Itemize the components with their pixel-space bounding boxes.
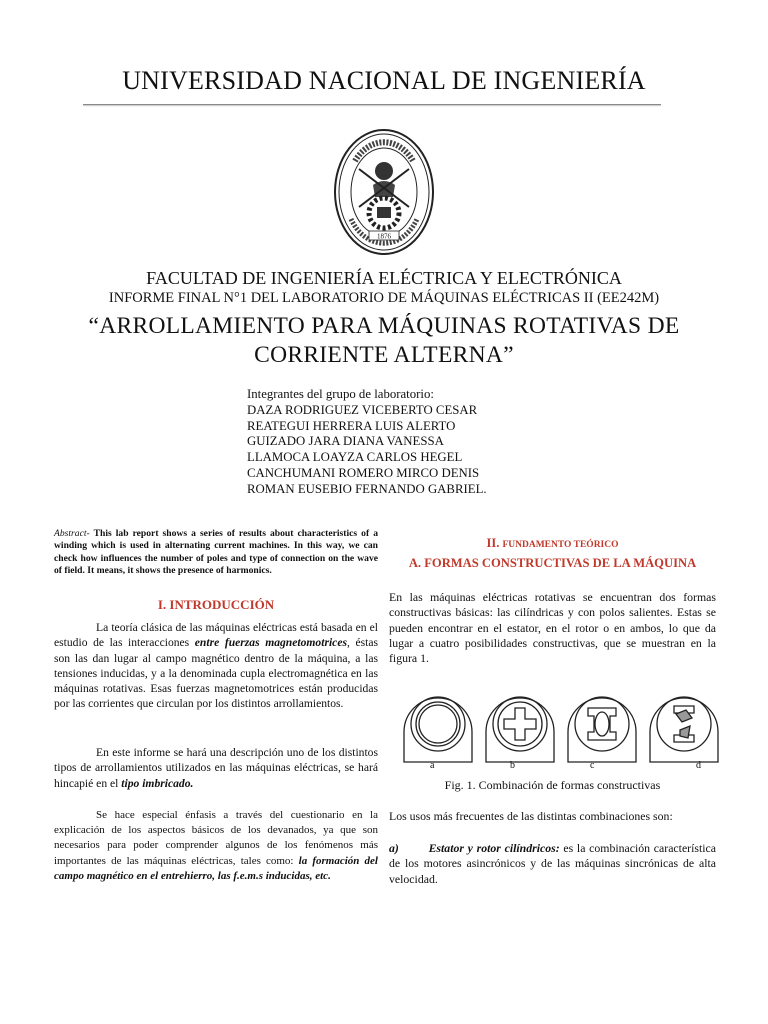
- item-marker: a): [389, 841, 399, 855]
- abstract-label: Abstract-: [54, 528, 90, 539]
- project-title-line-2: CORRIENTE ALTERNA”: [254, 342, 514, 368]
- subsection-heading-forms: A. FORMAS CONSTRUCTIVAS DE LA MÁQUINA: [408, 556, 697, 570]
- section-number: II.: [486, 536, 503, 550]
- intro-paragraph-1: [54, 620, 378, 712]
- member-name: CANCHUMANI ROMERO MIRCO DENIS: [247, 465, 480, 480]
- figure-1-machine-forms: [398, 684, 724, 764]
- machine-diagram-c: [568, 697, 636, 762]
- figure-label: a: [430, 760, 435, 771]
- member-name: LLAMOCA LOAYZA CARLOS HEGEL: [247, 450, 463, 465]
- text-run: , éstas son las dan lugar al campo magnético dentro de la máquina, a las tensiones inducidas, y a la denominada cupla electromagnética en las máquinas rotativas. Esas fuerzas magnetomotrices están producidas por las corrientes que circulan por los distintos arrollamientos.: [54, 636, 379, 711]
- report-title: INFORME FINAL N°1 DEL LABORATORIO DE MÁQUINAS ELÉCTRICAS II (EE242M): [108, 290, 660, 306]
- intro-paragraph-2: [54, 745, 378, 791]
- machine-diagram-a: [404, 697, 472, 762]
- faculty-name: FACULTAD DE INGENIERÍA ELÉCTRICA Y ELECTRÓNICA: [146, 268, 622, 288]
- machine-diagram-d: [650, 697, 718, 762]
- section-heading-introduction: I. INTRODUCCIÓN: [157, 597, 275, 612]
- emphasis-text: tipo imbricado.: [121, 776, 194, 790]
- member-name: ROMAN EUSEBIO FERNANDO GABRIEL.: [247, 481, 487, 496]
- section-heading-theory: [389, 536, 716, 551]
- member-name: REATEGUI HERRERA LUIS ALERTO: [247, 418, 456, 433]
- figure-label: c: [590, 760, 595, 771]
- university-title: UNIVERSIDAD NACIONAL DE INGENIERÍA: [122, 66, 646, 95]
- member-name: DAZA RODRIGUEZ VICEBERTO CESAR: [247, 402, 478, 417]
- figure-label: d: [696, 760, 701, 771]
- text-run: La teoría clásica de las máquinas eléctricas está basada en el estudio de las interacciones: [54, 621, 378, 650]
- members-label: Integrantes del grupo de laboratorio:: [247, 387, 434, 401]
- university-seal-logo: [333, 127, 435, 257]
- header-divider: [83, 104, 661, 105]
- member-name: GUIZADO JARA DIANA VANESSA: [247, 434, 444, 449]
- emphasis-text: entre fuerzas magnetomotrices: [194, 636, 347, 650]
- machine-diagram-b: [486, 697, 554, 762]
- theory-item-a: [389, 841, 716, 887]
- item-text: es la combinación característica de los motores asincrónicos y de las máquinas sincrónicas de alta velocidad.: [389, 841, 717, 886]
- text-run: Se hace especial énfasis a través del cuestionario en la explicación de los aspectos básicos de los devanados, ya que son necesarios para poder comprender algunos de los fenómenos más importantes de las máquinas eléctricas, tales como:: [54, 809, 378, 867]
- text-run: En este informe se hará una descripción uno de los distintos tipos de arrollamientos utilizados en las máquinas eléctricas, se hará hincapié en el: [54, 746, 378, 790]
- item-label: Estator y rotor cilíndricos:: [428, 841, 560, 855]
- figure-label: b: [510, 760, 515, 771]
- abstract-text: This lab report shows a series of results about characteristics of a winding which is used in alternating current machines. In this way, we can check how influences the number of poles and type of connection on the wave of field. It means, it shows the presence of harmonics.: [54, 528, 378, 576]
- members-list: [247, 387, 487, 498]
- seal-year: 1876: [377, 232, 391, 241]
- section-title: FUNDAMENTO TEÓRICO: [502, 540, 619, 550]
- project-title: [60, 312, 708, 370]
- figure-1-labels: [398, 760, 724, 774]
- theory-paragraph-1: En las máquinas eléctricas rotativas se encuentran dos formas constructivas básicas: las cilíndricas y con polos salientes. Estas se pueden encontrar en el estator, en el rotor o en ambos, lo que da lugar a cuatro posibilidades constructivas, que se muestran en la figura 1.: [389, 590, 716, 666]
- intro-paragraph-3: [54, 808, 378, 884]
- figure-1-caption: Fig. 1. Combinación de formas constructivas: [444, 778, 661, 792]
- project-title-line-1: “ARROLLAMIENTO PARA MÁQUINAS ROTATIVAS DE: [88, 313, 680, 339]
- theory-paragraph-2: Los usos más frecuentes de las distintas combinaciones son:: [389, 809, 673, 823]
- abstract-paragraph: [54, 528, 378, 577]
- emphasis-text: la formación del campo magnético en el entrehierro, las f.e.m.s inducidas, etc.: [54, 854, 378, 882]
